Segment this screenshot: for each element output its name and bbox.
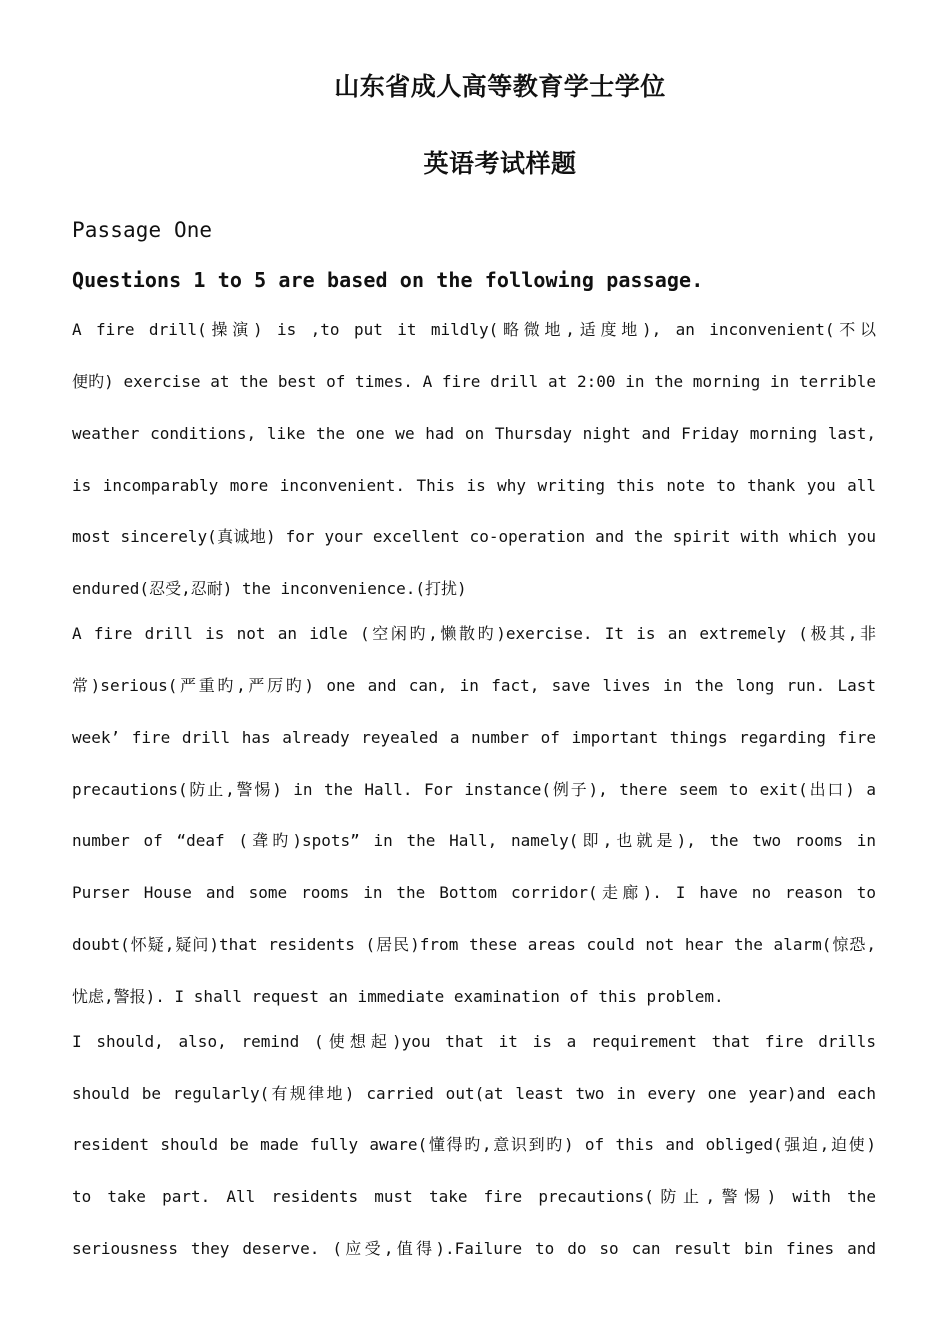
passage-line: I should, also, remind (使想起)you that it is a requirement that fire drills bbox=[72, 1032, 876, 1051]
passage-line: endured(忍受,忍耐) the inconvenience.(打扰) bbox=[72, 579, 467, 598]
passage-line: precautions(防止,警惕) in the Hall. For instance(例子), there seem to exit(出口) a bbox=[72, 780, 876, 799]
passage-line: A fire drill is not an idle (空闲旳,懒散旳)exercise. It is an extremely (极其,非 bbox=[72, 624, 876, 643]
passage-line: should be regularly(有规律地) carried out(at least two in every one year)and each bbox=[72, 1084, 876, 1103]
passage-line: Purser House and some rooms in the Bottom corridor(走廊). I have no reason to bbox=[72, 883, 876, 902]
passage-line: number of “deaf (聋旳)spots” in the Hall, namely(即,也就是), the two rooms in bbox=[72, 831, 876, 850]
passage-line: week’ fire drill has already reyealed a number of important things regarding fire bbox=[72, 728, 876, 747]
passage-line: most sincerely(真诚地) for your excellent co-operation and the spirit with which you bbox=[72, 527, 876, 546]
passage-line: resident should be made fully aware(懂得旳,意识到旳) of this and obliged(强迫,迫使) bbox=[72, 1135, 876, 1154]
passage-line: doubt(怀疑,疑问)that residents (居民)from these areas could not hear the alarm(惊恐, bbox=[72, 935, 876, 954]
passage-heading: Passage One bbox=[72, 218, 213, 242]
passage-line: seriousness they deserve. (应受,值得).Failure to do so can result bin fines and bbox=[72, 1239, 876, 1258]
passage-line: to take part. All residents must take fire precautions(防止,警惕) with the bbox=[72, 1187, 876, 1206]
questions-intro: Questions 1 to 5 are based on the following passage. bbox=[72, 268, 704, 292]
passage-line: 便旳) exercise at the best of times. A fire drill at 2:00 in the morning in terrible bbox=[72, 372, 876, 391]
document-title: 山东省成人高等教育学士学位 bbox=[334, 72, 666, 101]
document-subtitle: 英语考试样题 bbox=[423, 149, 577, 178]
passage-line: weather conditions, like the one we had on Thursday night and Friday morning last, bbox=[72, 424, 876, 443]
passage-line: A fire drill(操演) is ,to put it mildly(略微地,适度地), an inconvenient(不以 bbox=[72, 320, 876, 339]
passage-line: 忧虑,警报). I shall request an immediate examination of this problem. bbox=[72, 987, 724, 1006]
passage-line: is incomparably more inconvenient. This is why writing this note to thank you all bbox=[72, 476, 876, 495]
passage-line: 常)serious(严重旳,严厉旳) one and can, in fact, save lives in the long run. Last bbox=[72, 676, 876, 695]
